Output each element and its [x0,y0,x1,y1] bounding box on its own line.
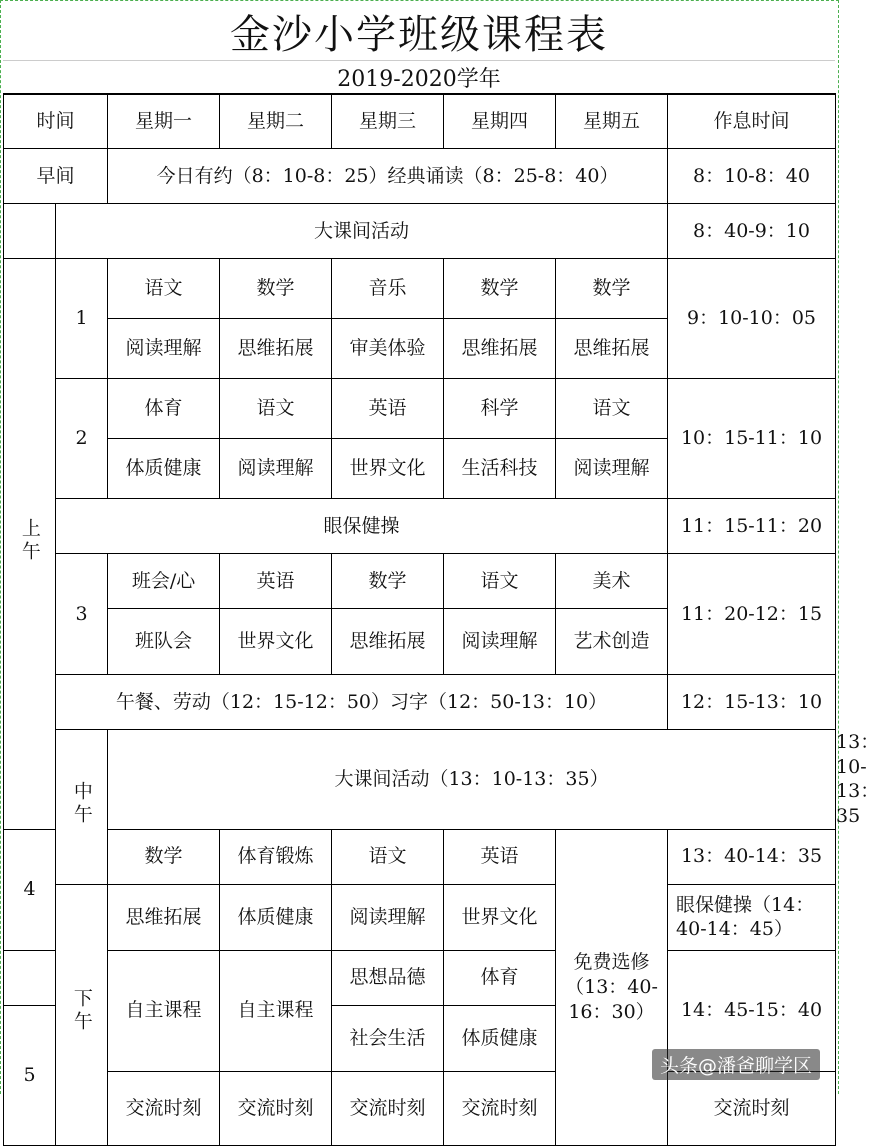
subject-cell: 班会/心 [108,554,220,609]
subject-cell: 数学 [108,829,220,884]
exchange-cell: 交流时刻 [220,1071,332,1145]
topic-cell: 体质健康 [108,439,220,499]
watermark: 头条@潘爸聊学区 [652,1049,820,1080]
topic-cell: 体质健康 [220,884,332,950]
morning-label: 早间 [4,149,108,204]
big-break-row [4,204,836,259]
subject-cell: 音乐 [332,259,444,319]
exchange-cell: 交流时刻 [668,1071,836,1145]
header-time: 时间 [4,94,108,149]
self-study-cell: 自主课程 [108,950,220,1071]
header-day: 星期五 [556,94,668,149]
lunch-row [4,675,836,730]
subject-cell: 体育 [108,379,220,439]
period-time: 13：40-14：35 [668,829,836,884]
morning-time: 8：10-8：40 [668,149,836,204]
topic-cell: 世界文化 [220,609,332,675]
empty-cell [4,204,56,259]
eye-exercise-activity: 眼保健操 [56,499,668,554]
morning-activity: 今日有约（8：10-8：25）经典诵读（8：25-8：40） [108,149,668,204]
period5-row-a [4,950,836,1005]
period1-subject-row [4,259,836,319]
topic-cell: 思维拓展 [220,319,332,379]
topic-cell: 艺术创造 [556,609,668,675]
subject-cell: 数学 [220,259,332,319]
am-label: 上午 [4,259,56,830]
period-number: 3 [56,554,108,675]
self-study-cell: 自主课程 [220,950,332,1071]
header-day: 星期二 [220,94,332,149]
exchange-cell: 交流时刻 [332,1071,444,1145]
header-rest: 作息时间 [668,94,836,149]
subject-cell: 思想品德 [332,950,444,1005]
period-number: 4 [4,829,56,950]
topic-cell: 生活科技 [444,439,556,499]
big-break-time: 8：40-9：10 [668,204,836,259]
morning-row [4,149,836,204]
subject-cell: 体育 [444,950,556,1005]
exchange-row [4,1071,836,1145]
period4-topic-row [4,884,836,950]
period3-subject-row [4,554,836,609]
topic-cell: 阅读理解 [108,319,220,379]
period4-subject-row [4,829,836,884]
subject-cell: 英语 [332,379,444,439]
period-time: 14：45-15：40 [668,950,836,1071]
header-day: 星期四 [444,94,556,149]
subject-cell: 语文 [556,379,668,439]
exchange-cell: 交流时刻 [444,1071,556,1145]
free-elective: 免费选修（13：40-16：30） [556,829,668,1145]
subject-cell: 数学 [444,259,556,319]
eye-exercise-row [4,499,836,554]
page-title: 金沙小学班级课程表 [3,3,835,61]
subject-cell: 英语 [444,829,556,884]
noon-label: 中午 [56,730,108,885]
subject-cell: 英语 [220,554,332,609]
empty-cell [4,950,56,1005]
topic-cell: 阅读理解 [220,439,332,499]
lunch-activity: 午餐、劳动（12：15-12：50）习字（12：50-13：10） [56,675,668,730]
subject-cell: 语文 [108,259,220,319]
subject-cell: 体育锻炼 [220,829,332,884]
period-time: 10：15-11：10 [668,379,836,499]
topic-cell: 世界文化 [332,439,444,499]
exchange-cell: 交流时刻 [108,1071,220,1145]
pm-label: 下午 [56,884,108,1145]
topic-cell: 思维拓展 [444,319,556,379]
period2-subject-row [4,379,836,439]
period-time: 9：10-10：05 [668,259,836,379]
header-day: 星期三 [332,94,444,149]
subject-cell: 数学 [556,259,668,319]
header-row [4,94,836,149]
eye-exercise-time: 11：15-11：20 [668,499,836,554]
topic-cell: 思维拓展 [108,884,220,950]
topic-cell: 思维拓展 [556,319,668,379]
topic-cell: 世界文化 [444,884,556,950]
period-time: 11：20-12：15 [668,554,836,675]
noon-row: 中午 大课间活动（13：10-13：35） 13：10-13：35 [4,730,836,830]
subject-cell: 数学 [332,554,444,609]
topic-cell: 班队会 [108,609,220,675]
lunch-time: 12：15-13：10 [668,675,836,730]
school-year: 2019-2020学年 [3,61,835,95]
period-number: 2 [56,379,108,499]
period-number: 5 [4,1005,56,1145]
subject-cell: 美术 [556,554,668,609]
big-break-activity: 大课间活动 [56,204,668,259]
topic-cell: 体质健康 [444,1005,556,1071]
noon-activity: 大课间活动（13：10-13：35） [108,730,836,830]
subject-cell: 语文 [220,379,332,439]
eye-exercise-time: 眼保健操（14：40-14：45） [668,884,836,950]
topic-cell: 阅读理解 [332,884,444,950]
subject-cell: 语文 [332,829,444,884]
period-number: 1 [56,259,108,379]
topic-cell: 阅读理解 [444,609,556,675]
subject-cell: 语文 [444,554,556,609]
header-day: 星期一 [108,94,220,149]
subject-cell: 科学 [444,379,556,439]
topic-cell: 阅读理解 [556,439,668,499]
topic-cell: 社会生活 [332,1005,444,1071]
schedule-table [3,93,879,1146]
topic-cell: 审美体验 [332,319,444,379]
topic-cell: 思维拓展 [332,609,444,675]
